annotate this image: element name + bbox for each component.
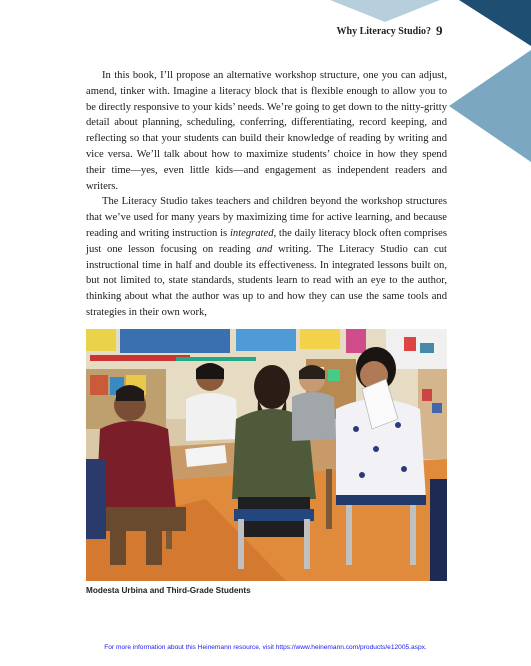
decorative-steel-diamond — [449, 50, 531, 162]
paragraph-text: In this book, I’ll propose an alternative workshop structure, one you can adjust, amend, tinker with. Imagine a literacy block that is flexible enough to allow you to be directly responsive to your kids’ needs. We’re going to get down to the nitty-gritty detail about planning, scheduling, conferring, differentiating, record keeping, and reflecting so that your students can build their knowledge of reading by writing and vice versa. We’ll talk about how to maximize students’ choice in how they spend their time—yes, even little kids—and engagement as independent readers and writers. — [86, 70, 447, 192]
classroom-photo — [86, 329, 447, 581]
paragraph-text: writing. The Literacy Studio can cut instructional time in half and double its effectiveness. In integrated lessons built on, but not limited to, state standards, students learn to read with an eye to the author, thinking about what the author was up to and how they can use the same tools and strategies in their own work, — [86, 243, 447, 318]
running-head: Why Literacy Studio? — [336, 26, 431, 37]
paragraph-1 — [86, 68, 447, 194]
body-text — [86, 68, 447, 321]
paragraph-text: The Literacy Studio takes teachers and children beyond the workshop structures that we’ve used for many years by maximizing time for active learning, and because reading and writing instruction is — [86, 196, 447, 239]
figure-caption: Modesta Urbina and Third-Grade Students — [86, 586, 251, 595]
emphasis-and: and — [256, 243, 273, 255]
paragraph-text: , the daily literacy block often comprises just one lesson focusing on reading — [86, 227, 447, 255]
decorative-navy-triangle — [459, 0, 531, 46]
emphasis-integrated: integrated — [229, 227, 274, 239]
page-number: 9 — [436, 23, 443, 38]
footer-resource-link[interactable]: For more information about this Heinemann resource, visit https://www.heinemann.com/products/e12005.aspx. — [104, 644, 427, 651]
decorative-pale-triangle — [330, 0, 440, 22]
paragraph-2 — [86, 194, 447, 320]
